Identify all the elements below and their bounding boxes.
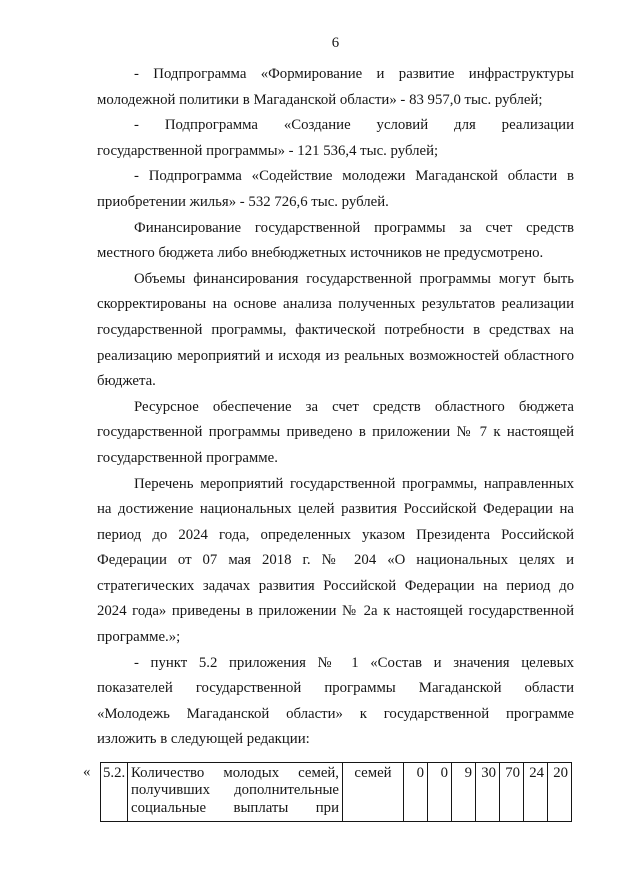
opening-quote: « [83, 764, 91, 780]
text-line: местного бюджета либо внебюджетных источников не предусмотрено. [97, 245, 544, 262]
national-goals-measures-paragraph [97, 472, 574, 651]
indicator-number-cell: 5.2. [101, 763, 128, 822]
value-cell: 24 [524, 763, 548, 822]
value-cell: 0 [404, 763, 428, 822]
text-line: стратегических задачах развития Российской Федерации на период до [97, 577, 574, 594]
text-line: изложить в следующей редакции: [97, 731, 310, 748]
text-line: - Подпрограмма «Содействие молодежи Магаданской области в [134, 168, 574, 185]
value-cell: 20 [548, 763, 572, 822]
target-indicators-table [100, 762, 572, 822]
text-line: период до 2024 года, определенных указом Президента Российской [97, 526, 574, 543]
page-number: 6 [331, 35, 340, 51]
text-line: - Подпрограмма «Создание условий для реализации [134, 117, 574, 134]
text-line: «Молодежь Магаданской области» к государственной программе [97, 705, 574, 722]
text-line: Объемы финансирования государственной программы могут быть [134, 270, 574, 287]
financing-adjustment-paragraph [97, 267, 574, 395]
resource-provision-paragraph [97, 395, 574, 472]
text-line: на достижение национальных целей развития Российской Федерации на [97, 501, 574, 518]
indicator-row [101, 763, 572, 822]
unit-cell: семей [343, 763, 404, 822]
subprogram-infrastructure-item [97, 62, 574, 113]
text-line: Перечень мероприятий государственной программы, направленных [134, 475, 574, 492]
subprogram-housing-item [97, 164, 574, 215]
indicator-description-cell [128, 763, 343, 822]
text-line: реализацию мероприятий и исходя из реальных возможностей областного [97, 347, 574, 364]
text-line: молодежной политики в Магаданской области» - 83 957,0 тыс. рублей; [97, 91, 543, 108]
value-cell: 30 [476, 763, 500, 822]
text-line: государственной программе. [97, 449, 278, 466]
text-line: программе.»; [97, 629, 181, 646]
subprogram-conditions-item [97, 113, 574, 164]
document-body [97, 62, 574, 753]
text-line: бюджета. [97, 373, 156, 390]
text-line: - Подпрограмма «Формирование и развитие инфраструктуры [134, 66, 574, 82]
text-line: показателей государственной программы Магаданской области [97, 680, 574, 697]
text-line: государственной программы приведено в приложении № 7 к настоящей [97, 424, 574, 441]
text-line: Финансирование государственной программы за счет средств [134, 219, 574, 236]
text-line: государственной программы, фактической потребности в средствах на [97, 321, 574, 338]
description-line: получивших дополнительные [131, 782, 339, 799]
value-cell: 70 [500, 763, 524, 822]
text-line: скорректированы на основе анализа полученных результатов реализации [97, 296, 574, 313]
item-5-2-amendment-paragraph [97, 651, 574, 753]
description-line: социальные выплаты при [131, 799, 339, 816]
text-line: государственной программы» - 121 536,4 тыс. рублей; [97, 142, 439, 159]
text-line: Федерации от 07 мая 2018 г. № 204 «О национальных целях и [97, 552, 574, 569]
local-budget-financing-paragraph [97, 216, 574, 267]
value-cell: 9 [452, 763, 476, 822]
value-cell: 0 [428, 763, 452, 822]
description-line: Количество молодых семей, [131, 765, 339, 781]
text-line: Ресурсное обеспечение за счет средств областного бюджета [134, 398, 574, 415]
text-line: приобретении жилья» - 532 726,6 тыс. рублей. [97, 193, 389, 210]
text-line: 2024 года» приведены в приложении № 2а к настоящей государственной [97, 603, 574, 620]
text-line: - пункт 5.2 приложения № 1 «Состав и значения целевых [134, 654, 574, 671]
